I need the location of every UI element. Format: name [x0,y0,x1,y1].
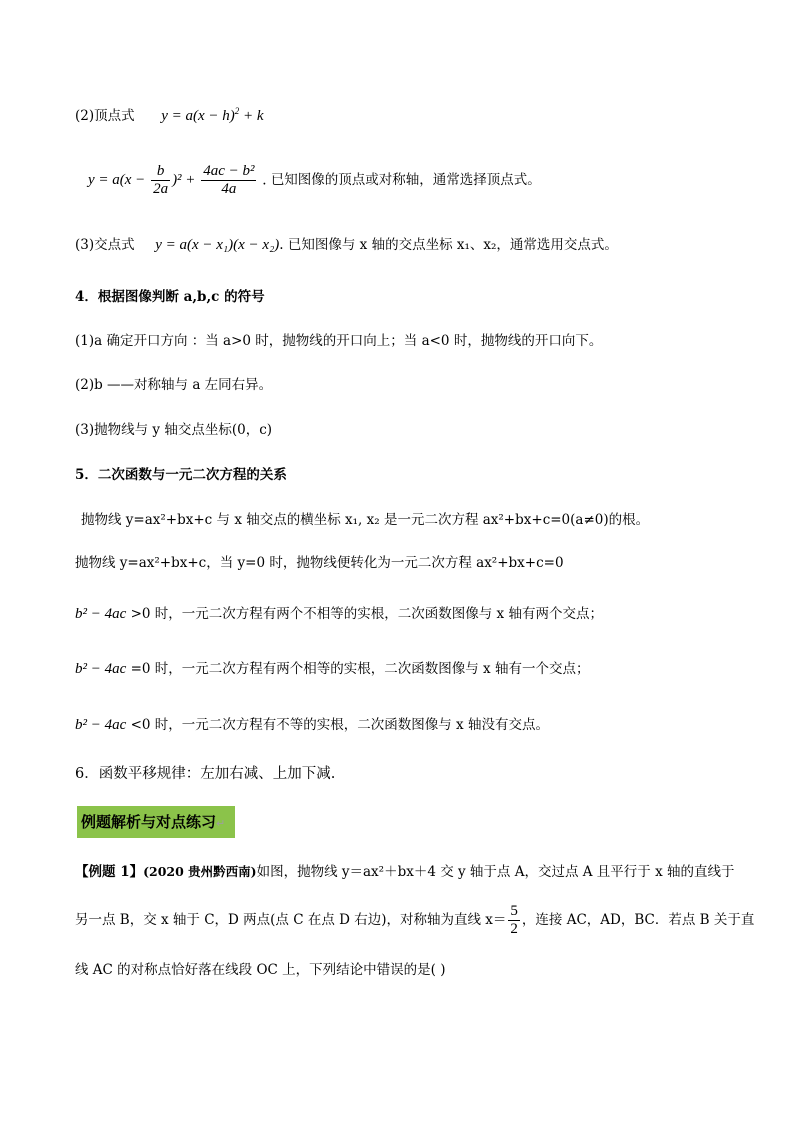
example1-line3: 线 AC 的对称点恰好落在线段 OC 上，下列结论中错误的是( ) [75,962,446,978]
example1-tag: 【例题 1】 [75,864,144,880]
section4-item3: (3)抛物线与 y 轴交点坐标(0，c) [75,422,273,438]
section4-item2: (2)b ——对称轴与 a 左同右异。 [75,377,273,393]
fraction-five-halves: $\frac{5}{2}$ [510,903,518,937]
example1-line1 [75,862,734,882]
section6-text: 6．函数平移规律：左加右减、上加下减. [75,766,336,782]
example-section-banner [77,806,235,838]
intercept-form-label: (3)交点式 [75,237,135,253]
intercept-form-line: (3)交点式 y = a(x − x₁)(x − x₂). 已知图像与 x 轴的交点坐标 x₁、x₂，通常选用交点式。 [75,237,618,253]
vertex-form-label: (2)顶点式 [75,108,135,124]
discriminant-expr: b² − 4ac [75,606,127,622]
section5-line2: 抛物线 y=ax²+bx+c，当 y=0 时，抛物线便转化为一元二次方程 ax²+bx+c=0 [75,555,564,571]
discriminant-positive-text: >0 时，一元二次方程有两个不相等的实根，二次函数图像与 x 轴有两个交点； [126,606,603,622]
example1-line2 [75,902,754,938]
fraction-b-over-2a: $\frac{b}{2a}$ [153,163,169,198]
example1-text2b: ，连接 AC，AD，BC．若点 B 关于直 [521,912,755,928]
section4-item1: (1)a 确定开口方向 ：当 a>0 时，抛物线的开口向上；当 a<0 时，抛物线的开口向下。 [75,333,603,349]
discriminant-negative-text: <0 时，一元二次方程有不等的实根，二次函数图像与 x 轴没有交点。 [126,717,549,733]
section4-title: 4．根据图像判断 a,b,c 的符号 [75,289,265,305]
discriminant-expr: b² − 4ac [75,717,127,733]
example1-source: (2020 贵州黔西南) [143,864,257,879]
example1-text1: 如图，抛物线 y＝ax²＋bx＋4 交 y 轴于点 A，交过点 A 且平行于 x 轴的直线于 [256,864,735,880]
discriminant-expr: b² − 4ac [75,661,127,677]
vertex-form-formula: $y = a(x - h)^2 + k$ [161,106,264,124]
example1-text2a: 另一点 B，交 x 轴于 C，D 两点(点 C 在点 D 右边)，对称轴为直线 x＝ [75,912,507,928]
discriminant-positive-line [75,604,603,624]
vertex-form-line [75,106,264,126]
intercept-form-formula: y = a(x − x₁)(x − x₂) [155,237,280,253]
discriminant-negative-line [75,715,549,735]
section5-title: 5．二次函数与一元二次方程的关系 [75,467,287,483]
discriminant-zero-text: =0 时，一元二次方程有两个相等的实根，二次函数图像与 x 轴有一个交点； [126,661,590,677]
vertex-expanded-line: y = a(x − $\frac{b}{2a}$ )² + $\frac{\text{4ac − b²}}{4a}$ . 已知图像的顶点或对称轴，通常选择顶点式。 [88,163,541,198]
section5-line1: 抛物线 y=ax²+bx+c 与 x 轴交点的横坐标 x₁, x₂ 是一元二次方程 ax²+bx+c=0(a≠0)的根。 [81,512,650,528]
fraction-discriminant-over-4a: $\frac{\text{4ac − b²}}{4a}$ [203,163,255,198]
banner-label: 例题解析与对点练习 [81,813,217,831]
vertex-expanded-text: 已知图像的顶点或对称轴，通常选择顶点式。 [270,172,541,188]
intercept-form-text: 已知图像与 x 轴的交点坐标 x₁、x₂，通常选用交点式。 [287,237,618,253]
vertex-expanded-formula: y = a(x − $\frac{b}{2a}$ )² + $\frac{\text{4ac − b²}}{4a}$ [88,163,255,198]
paragraph-mark-icon: ↵ [216,817,226,830]
discriminant-zero-line [75,659,589,679]
